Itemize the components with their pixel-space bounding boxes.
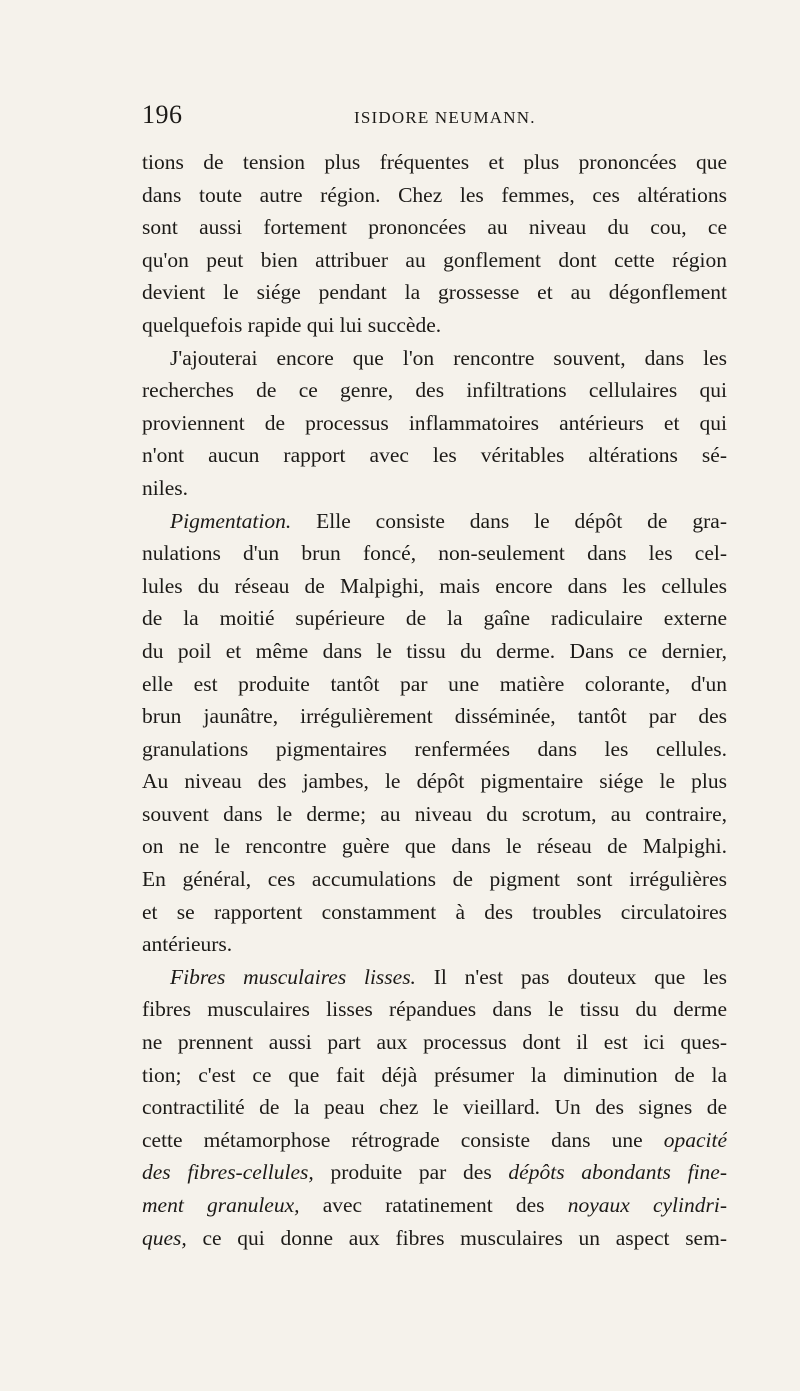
text-line: contractilité de la peau chez le vieillard. Un des signes de (142, 1095, 727, 1120)
text-line: quelquefois rapide qui lui succède. (142, 312, 442, 337)
text-line: brun jaunâtre, irrégulièrement disséminée, tantôt par des (142, 704, 727, 729)
text-line: granulations pigmentaires renfermées dans les cellules. (142, 736, 727, 761)
text-line: ment granuleux, avec ratatinement des noyaux cylindri- (142, 1193, 727, 1217)
text-line: antérieurs. (142, 932, 233, 957)
text-line: de la moitié supérieure de la gaîne radiculaire externe (142, 606, 727, 631)
text-line: niles. (142, 475, 188, 500)
section-heading: Fibres musculaires lisses. (170, 964, 416, 989)
page-number: 196 (142, 100, 183, 129)
text-line: devient le siége pendant la grossesse et au dégonflement (142, 280, 727, 305)
text-line: n'ont aucun rapport avec les véritables altérations sé- (142, 443, 727, 468)
text-line: cette métamorphose rétrograde consiste dans une opacité (142, 1127, 727, 1152)
running-head: ISIDORE NEUMANN. (354, 108, 536, 127)
text-line: elle est produite tantôt par une matière colorante, d'un (142, 671, 727, 696)
text-line: on ne le rencontre guère que dans le réseau de Malpighi. (142, 834, 727, 859)
text-line: nulations d'un brun foncé, non-seulement dans les cel- (142, 541, 727, 566)
text-line: qu'on peut bien attribuer au gonflement dont cette région (142, 247, 727, 272)
text-line: Au niveau des jambes, le dépôt pigmentaire siége le plus (142, 769, 727, 794)
text-line: proviennent de processus inflammatoires antérieurs et qui (142, 410, 727, 435)
text-line: des fibres-cellules, produite par des dépôts abondants fine- (142, 1160, 727, 1185)
text-line: fibres musculaires lisses répandues dans le tissu du derme (142, 997, 727, 1022)
text-line: tions de tension plus fréquentes et plus prononcées que (142, 150, 727, 174)
text-line: tion; c'est ce que fait déjà présumer la diminution de la (142, 1062, 727, 1087)
text-line: dans toute autre région. Chez les femmes, ces altérations (142, 182, 727, 207)
text-line: lules du réseau de Malpighi, mais encore dans les cellules (142, 573, 727, 598)
text-line: et se rapportent constamment à des troubles circulatoires (142, 899, 727, 924)
text-line: ne prennent aussi part aux processus dont il est ici ques- (142, 1030, 727, 1055)
text-line: sont aussi fortement prononcées au niveau du cou, ce (142, 215, 727, 240)
paragraph-start: J'ajouterai encore que l'on rencontre souvent, dans les (170, 345, 727, 370)
text-line: du poil et même dans le tissu du derme. Dans ce dernier, (142, 638, 727, 663)
section-fibres: Fibres musculaires lisses. Il n'est pas douteux que les (170, 964, 727, 989)
text-line: ques, ce qui donne aux fibres musculaires un aspect sem- (142, 1225, 727, 1250)
body-text (142, 146, 727, 1254)
section-heading: Pigmentation. (170, 508, 292, 533)
text-line: En général, ces accumulations de pigment sont irrégulières (142, 867, 727, 892)
section-pigmentation: Pigmentation. Elle consiste dans le dépôt de gra- (170, 508, 727, 533)
text-line: recherches de ce genre, des infiltrations cellulaires qui (142, 378, 727, 403)
text-line: souvent dans le derme; au niveau du scrotum, au contraire, (142, 801, 727, 826)
page-header (142, 100, 727, 136)
